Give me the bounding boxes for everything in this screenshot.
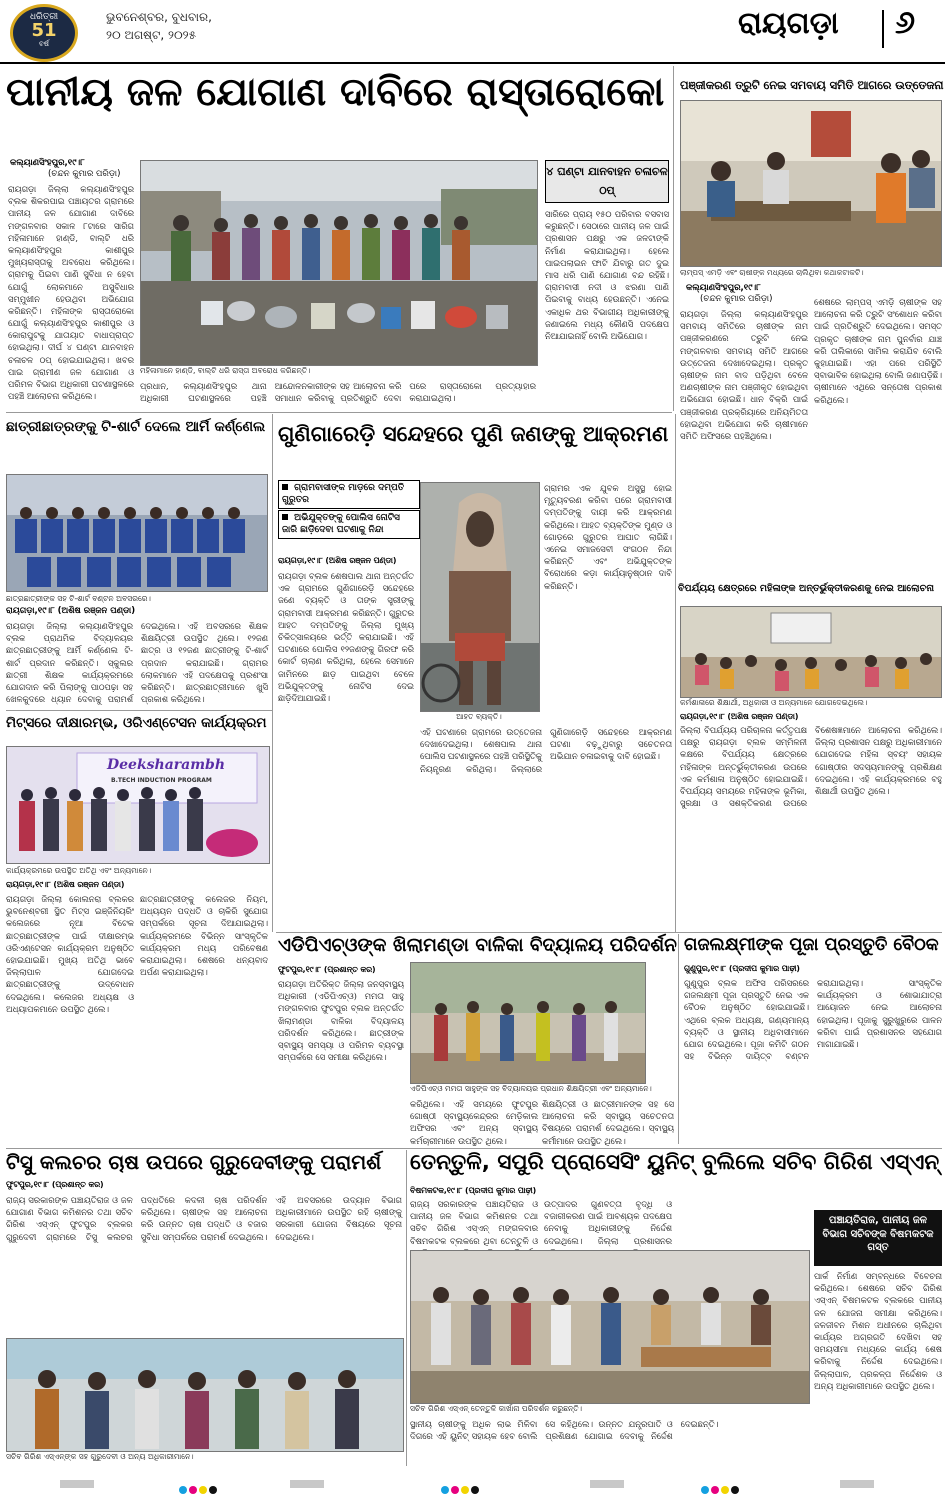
cyan-dot-icon (441, 1486, 449, 1494)
panchayat-photo-caption: ଲାମ୍ପସ୍ ଏମଡ଼ି ଏବଂ ଚାଷୀଙ୍କ ମଧ୍ୟରେ ଚାଲିଥିବା କଥାକଟାକଟି। (680, 268, 864, 277)
witchcraft-body-2: ଗ୍ରାମର ଏକ ଯୁବକ ଅସୁସ୍ଥ ହୋଇ ମୃତ୍ୟୁବରଣ କରିବା ପରେ ଗ୍ରାମବାସୀ ଦମ୍ପତିଙ୍କୁ ଦାୟୀ କରି ଆକ୍ରମଣ କରିଥିଲେ। ଆହତ ବ୍ୟକ୍ତିଙ୍କ ମୁଣ୍ଡ ଓ ଗୋଡ଼ରେ ଗୁରୁତର ଆଘାତ ଲାଗିଛି। ଏନେଇ ସମାଜସେବୀ ସଂଗଠନ ନିନ୍ଦା କରିଛନ୍ତି ଏବଂ ଅଭିଯୁକ୍ତଙ୍କ ବିରୋଧରେ କଡ଼ା କାର୍ଯ୍ୟାନୁଷ୍ଠାନ ଦାବି କରିଛନ୍ତି। (544, 483, 672, 591)
water-body-3: ସାରିରେ ପ୍ରାୟ ୧୫୦ ପରିବାର ବସବାସ କରୁଛନ୍ତି। ସେଠାରେ ପାନୀୟ ଜଳ ପାଇଁ ପ୍ରଶାସନ ପକ୍ଷରୁ ଏକ ଜଳଟାଙ୍କି ନିର୍ମାଣ କରାଯାଇଥିଲା। ହେଲେ ପାଇପଲାଇନ ଫାଟି ଯିବାରୁ ଗତ ଦୁଇ ମାସ ଧରି ପାଣି ଯୋଗାଣ ବନ୍ଦ ରହିଛି। ଗ୍ରାମବାସୀ ନଦୀ ଓ ଝରଣା ପାଣି ପିଇବାକୁ ବାଧ୍ୟ ହେଉଛନ୍ତି। ଏନେଇ ଏକାଧିକ ଥର ବିଭାଗୀୟ ଅଧିକାରୀଙ୍କୁ ଜଣାଇଲେ ମଧ୍ୟ କୌଣସି ପଦକ୍ଷେପ ନିଆଯାଇନାହିଁ ବୋଲି ଅଭିଯୋଗ। (545, 209, 669, 341)
mits-body: ରାୟଗଡ଼ା ଜିଲ୍ଲା କୋଲନରା ବ୍ଲକର ଭୁବନେଶ୍ବରୀ ସ୍ଥିତ ମିଟ୍‌ସ ଇଞ୍ଜିନିୟରିଂ କଲେଜରେ ନୂଆ ବିଟେକ ଛାତ୍ରଛାତ୍ରୀଙ୍କ ପାଇଁ ଦୀକ୍ଷାରମ୍ଭ ଓରିଏଣ୍ଟେସନ କାର୍ଯ୍ୟକ୍ରମ ଅନୁଷ୍ଠିତ ହୋଇଯାଇଛି। ମୁଖ୍ୟ ଅତିଥି ଭାବେ ଜିଲ୍ଲାପାଳ ଯୋଗଦେଇ ଛାତ୍ରଛାତ୍ରୀଙ୍କୁ ଉଦ୍ବୋଧନ ଦେଇଥିଲେ। କଲେଜର ଅଧ୍ୟକ୍ଷ ଓ ଅଧ୍ୟାପକମାନେ ଉପସ୍ଥିତ ଥିଲେ। (6, 894, 134, 1014)
tshirt-body-text: ରାୟଗଡ଼ା ଜିଲ୍ଲା କଲ୍ୟାଣସିଂହପୁର ବ୍ଲକ ପ୍ରାଥମିକ ବିଦ୍ୟାଳୟର ଛାତ୍ରଛାତ୍ରୀଙ୍କୁ ଆର୍ମି କର୍ଣ୍ଣେଲ ଟି-ଶାର୍ଟ ପ୍ରଦାନ କରିଛନ୍ତି। ସ୍କୁଲର ଛାତ୍ରୀ ଶିକ୍ଷକ କାର୍ଯ୍ୟକ୍ରମରେ ଯୋଗଦାନ କରି ପିଲାଙ୍କୁ ପାଠପଢ଼ା ସହ ଖେଳକୁଦରେ ଧ୍ୟାନ ଦେବାକୁ ପରାମର୍ଶ ଦେଇଥିଲେ। ଏହି ଅବସରରେ ଶିକ୍ଷକ ଶିକ୍ଷୟିତ୍ରୀ ଉପସ୍ଥିତ ଥିଲେ। ୧୨ଜଣ ଛାତ୍ର ଓ ୧୨ଜଣ ଛାତ୍ରୀଙ୍କୁ ଟି-ଶାର୍ଟ ପ୍ରଦାନ କରାଯାଇଛି। ଗ୍ରାମର ଲୋକମାନେ ଏହି ପଦକ୍ଷେପକୁ ପ୍ରଶଂସା କରିଛନ୍ତି। ଛାତ୍ରଛାତ୍ରୀମାନେ ଖୁସି ପ୍ରକାଶ କରିଥିଲେ। (6, 621, 268, 705)
school-visit-image (411, 963, 645, 1083)
women-dateline: ରାୟଗଡ଼ା,୧୯।୮ (ଅଶିଷ ରଞ୍ଜନ ପଣ୍ଡା) (680, 712, 799, 721)
witchcraft-bullet-2 (278, 510, 420, 539)
masthead (0, 0, 945, 62)
tamarind-body-1: ରାଜ୍ୟ ସରକାରଙ୍କ ପଞ୍ଚାୟତିରାଜ ଓ ପାନୀୟ ଜଳ ବିଭାଗ କମିଶନର ତଥା ସଚିବ ଗିରିଶ ଏସ୍‌ଏନ୍ ମଙ୍ଗଳବାର ବିଷମକଟକ ବ୍ଲକରେ ଥିବା ତେନ୍ତୁଳି ଓ (410, 1199, 538, 1246)
dateline-line2: ୨୦ ଅଗଷ୍ଟ, ୨୦୨୫ (106, 28, 197, 42)
women-workshop-photo (680, 606, 942, 698)
water-sidebox-title (545, 160, 669, 203)
mits-banner-title: Deeksharambh (107, 757, 226, 773)
officials-group-image (7, 1339, 403, 1451)
logo-sub: ବର୍ଷ (39, 40, 49, 48)
witchcraft-body-3-text: ଏହି ଘଟଣାରେ ଗ୍ରାମରେ ଉତ୍ତେଜନା ଦେଖାଦେଇଥିଲା। ଶେଷପାଲ ଥାନା ପୋଲିସ ଘଟଣାସ୍ଥଳରେ ପହଞ୍ଚି ପରିସ୍ଥିତିକୁ ନିୟନ୍ତ୍ରଣ କରିଥିଲା। ଜିଲ୍ଲାରେ ଗୁଣିଗାରେଡ଼ି ସନ୍ଦେହରେ ଆକ୍ରମଣ ଘଟଣା ବଢ଼ୁଥିବାରୁ ସଚେତନତା ଅଭିଯାନ ଚଳାଇବାକୁ ଦାବି ହୋଇଛି। (420, 727, 672, 774)
women-headline: ବିପର୍ଯ୍ୟୟ କ୍ଷେତ୍ରରେ ମହିଳାଙ୍କ ଅନ୍ତର୍ଭୁକ୍ତୀକରଣକୁ ନେଇ ଆଲୋଚନା (678, 583, 935, 594)
witchcraft-bullet-2-text: ଅଭିଯୁକ୍ତଙ୍କୁ ପୋଲିସ ନୋଟିସ ଜାରି ଛାଡ଼ିଦେବା ଘଟଣାକୁ ନିନ୍ଦା (282, 513, 400, 535)
gajalaxmi-headline: ଗଜଲକ୍ଷ୍ମୀଙ୍କ ପୂଜା ପ୍ରସ୍ତୁତି ବୈଠକ (684, 935, 939, 955)
water-dateline: କଲ୍ୟାଣସିଂହପୁର,୧୯।୮ (10, 158, 85, 168)
women-body-text: ଜିଲ୍ଲା ବିପର୍ଯ୍ୟୟ ପରିଚାଳନା କର୍ତ୍ତୃପକ୍ଷ ପକ୍ଷରୁ ରାୟଗଡ଼ା ବ୍ଲକ ସମ୍ମିଳନୀ କକ୍ଷରେ ବିପର୍ଯ୍ୟୟ କ୍ଷେତ୍ରରେ ମହିଳାଙ୍କ ଅନ୍ତର୍ଭୁକ୍ତୀକରଣ ଉପରେ ଏକ କର୍ମଶାଳା ଅନୁଷ୍ଠିତ ହୋଇଯାଇଛି। ବିପର୍ଯ୍ୟୟ ସମୟରେ ମହିଳାଙ୍କ ଭୂମିକା, ସୁରକ୍ଷା ଓ ସଶକ୍ତିକରଣ ଉପରେ ବିଶେଷଜ୍ଞମାନେ ଆଲୋଚନା କରିଥିଲେ। ଜିଲ୍ଲା ପ୍ରଶାସନ ପକ୍ଷରୁ ଅଧିକାରୀମାନେ ଯୋଗଦେଇ ମହିଳା ସ୍ବୟଂ ସହାୟକ ଗୋଷ୍ଠୀର ସଦସ୍ୟମାନଙ୍କୁ ପ୍ରଶିକ୍ଷଣ ଦେଇଥିଲେ। ଏହି କାର୍ଯ୍ୟକ୍ରମରେ ବହୁ ଶିକ୍ଷାର୍ଥୀ ଉପସ୍ଥିତ ଥିଲେ। (680, 725, 942, 809)
newspaper-logo-emblem (10, 4, 78, 62)
gajalaxmi-body-text: ଗୁଣୁପୁର ବ୍ଲକ ଅଫିସ ପରିସରରେ ଗଜଲକ୍ଷ୍ମୀ ପୂଜା ପ୍ରସ୍ତୁତି ନେଇ ଏକ ବୈଠକ ଅନୁଷ୍ଠିତ ହୋଇଯାଇଛି। ଏଥିରେ ବ୍ଲକ ଅଧ୍ୟକ୍ଷ, ଗଣ୍ୟମାନ୍ୟ ବ୍ୟକ୍ତି ଓ ସ୍ଥାନୀୟ ଅଧିବାସୀମାନେ ଯୋଗ ଦେଇଥିଲେ। ପୂଜା କମିଟି ଗଠନ ସହ ବିଭିନ୍ନ ଦାୟିତ୍ବ ବଣ୍ଟନ କରାଯାଇଥିଲା। ସାଂସ୍କୃତିକ କାର୍ଯ୍ୟକ୍ରମ ଓ ଶୋଭାଯାତ୍ରା ଆୟୋଜନ ନେଇ ଆଲୋଚନା ହୋଇଥିଲା। ପୂଜାକୁ ସୁରୁଖୁରୁରେ ପାଳନ କରିବା ପାଇଁ ପ୍ରଶାସନର ସହଯୋଗ ମାଗାଯାଇଛି। (684, 978, 942, 1062)
row-rule-1 (6, 412, 672, 413)
witchcraft-body-1: ରାୟଗଡ଼ା ବ୍ଲକ ଶେଷପାଲ ଥାନା ଅନ୍ତର୍ଗତ ଏକ ଗ୍ରାମରେ ଗୁଣିଗାରେଡ଼ି ସନ୍ଦେହରେ ଜଣେ ବ୍ୟକ୍ତି ଓ ତାଙ୍କ ସ୍ତ୍ରୀଙ୍କୁ ଗ୍ରାମବାସୀ ଆକ୍ରମଣ କରିଛନ୍ତି। ଗୁରୁତର ଆହତ ଦମ୍ପତିଙ୍କୁ ଜିଲ୍ଲା ମୁଖ୍ୟ ଚିକିତ୍ସାଳୟରେ ଭର୍ତ୍ତି କରାଯାଇଛି। ଏହି ଘଟଣାରେ ପୋଲିସ ୧୨ଜଣଙ୍କୁ ଗିରଫ କରି କୋର୍ଟ ଚାଲାଣ କରିଥିଲା, ହେଲେ ସେମାନେ ଜାମିନରେ ଛାଡ଼ ପାଇଥିବା ବେଳେ ଅଭିଯୁକ୍ତଙ୍କୁ ନୋଟିସ ଦେଇ ଛାଡ଼ିଦିଆଯାଇଛି। (278, 571, 414, 703)
water-byline: (ଚନ୍ଦନ କୁମାର ପରିଡ଼ା) (48, 169, 121, 179)
panchayat-byline: (ଚନ୍ଦନ କୁମାର ପରିଡ଼ା) (700, 294, 773, 304)
witchcraft-bullet-1-text: ଗ୍ରାମବାସୀଙ୍କ ମାଡ଼ରେ ଦମ୍ପତି ଗୁରୁତର (282, 483, 405, 505)
adpo-school-photo (410, 962, 646, 1084)
water-headline: ପାନୀୟ ଜଳ ଯୋଗାଣ ଦାବିରେ ରାସ୍ତାରୋକୋ (6, 69, 665, 115)
women-body (680, 724, 942, 934)
panchayat-body-1: ରାୟଗଡ଼ା ଜିଲ୍ଲା କଲ୍ୟାଣସିଂହପୁର ସମବାୟ ସମିତିରେ ଚାଷୀଙ୍କ ନାମ ପଞ୍ଜୀକରଣରେ ତ୍ରୁଟି ନେଇ ମଙ୍ଗଳବାର ସମବାୟ ସମିତି ଆଗରେ ଉତ୍ତେଜନା ଦେଖାଦେଇଥିଲା। ପ୍ରକୃତ ଚାଷୀଙ୍କ ନାମ ବାଦ ପଡ଼ିଥିବା ବେଳେ ଅଣଚାଷୀଙ୍କ ନାମ ପଞ୍ଜୀକୃତ ହୋଇଥିବା ଅଭିଯୋଗ ହୋଇଛି। ଧାନ ବିକ୍ରି ପାଇଁ ପଞ୍ଜୀକରଣ ପ୍ରକ୍ରିୟାରେ ଅନିୟମିତତା ହୋଇଥିବା ଅଭିଯୋଗ କରି ଚାଷୀମାନେ ସମିତି ଅଫିସରେ ପହଞ୍ଚିଥିଲେ। (680, 309, 808, 441)
magenta-dot-icon (189, 1486, 197, 1494)
gajalaxmi-dateline: ଗୁଣୁପୁର,୧୯।୮ (ପ୍ରଦୀପ କୁମାର ପାଢ଼ୀ) (684, 964, 800, 973)
registration-bar (840, 1480, 874, 1488)
print-registration-strip (0, 1470, 945, 1497)
tamarind-headline: ତେନ୍ତୁଳି, ସପୁରି ପ୍ରୋସେସିଂ ୟୁନିଟ୍ ବୁଲିଲେ ସଚିବ ଗିରିଶ ଏସ୍‌ଏନ୍ (410, 1150, 940, 1175)
injured-photo-caption: ଆହତ ବ୍ୟକ୍ତି। (456, 712, 502, 721)
row-rule-4 (6, 1148, 942, 1149)
students-tshirt-image (7, 475, 267, 591)
mits-dateline: ରାୟଗଡ଼ା,୧୯।୮ (ଅଶିଷ ରଞ୍ଜନ ପଣ୍ଡା) (6, 880, 125, 889)
mits-photo-caption: କାର୍ଯ୍ୟକ୍ରମରେ ଉପସ୍ଥିତ ଅତିଥି ଏବଂ ଅନ୍ୟମାନେ। (6, 866, 152, 875)
witchcraft-dateline: ରାୟଗଡ଼ା,୧୯।୮ (ଅଶିଷ ରଞ୍ଜନ ପଣ୍ଡା) (278, 556, 397, 565)
section-name: ରାୟଗଡ଼ା (738, 6, 839, 41)
color-dots-1 (178, 1479, 218, 1498)
tshirt-photo-caption: ଛାତ୍ରଛାତ୍ରୀଙ୍କ ସହ ଟି-ଶାର୍ଟ ବଣ୍ଟନ ଅବସରରେ। (6, 594, 151, 603)
factory-visit-image (411, 1251, 809, 1403)
tamarind-body-3-text: ସ୍ଥାନୀୟ ଚାଷୀଙ୍କୁ ଅଧିକ ଲାଭ ମିଳିବା ଦିଗରେ ଏହି ୟୁନିଟ୍ ସହାୟକ ହେବ ବୋଲି ସେ କହିଥିଲେ। ଉନ୍ନତ ଯନ୍ତ୍ରପାତି ଓ ପ୍ରଶିକ୍ଷଣ ଯୋଗାଇ ଦେବାକୁ ନିର୍ଦ୍ଦେଶ ଦେଇଛନ୍ତି। (410, 1419, 719, 1442)
water-protest-photo (140, 160, 538, 366)
yellow-dot-icon (461, 1486, 469, 1494)
witchcraft-headline: ଗୁଣିଗାରେଡ଼ି ସନ୍ଦେହରେ ପୁଣି ଜଣଙ୍କୁ ଆକ୍ରମଣ (278, 422, 669, 447)
mits-body-2: ଛାତ୍ରଛାତ୍ରୀଙ୍କୁ କଲେଜର ନିୟମ, ଅଧ୍ୟୟନ ପଦ୍ଧତି ଓ ଚାକିରି ସୁଯୋଗ ସମ୍ପର୍କରେ ସୂଚନା ଦିଆଯାଇଥିଲା। କାର୍ଯ୍ୟକ୍ରମରେ ବିଭିନ୍ନ ସାଂସ୍କୃତିକ କାର୍ଯ୍ୟକ୍ରମ ମଧ୍ୟ ପରିବେଷଣ କରାଯାଇଥିଲା। ଶେଷରେ ଧନ୍ୟବାଦ ଅର୍ପଣ କରାଯାଇଥିଲା। (140, 894, 268, 978)
col-rule-right-top (673, 66, 674, 411)
injured-man-image (421, 483, 539, 711)
black-dot-icon (731, 1486, 739, 1494)
tissue-headline: ଟିସୁ କଲଚର ଚାଷ ଉପରେ ଗୁରୁଦେବୀଙ୍କୁ ପରାମର୍ଶ (6, 1150, 382, 1174)
logo-number: 51 (31, 20, 57, 41)
registration-bar (60, 1480, 94, 1488)
yellow-dot-icon (199, 1486, 207, 1494)
masthead-rule (0, 62, 945, 64)
tshirt-body (6, 620, 268, 706)
color-dots-2 (440, 1479, 480, 1498)
adpo-headline: ଏଡିପିଏଚ୍‌ଓଙ୍କ ଖିଲାମଣ୍ଡା ବାଳିକା ବିଦ୍ୟାଳୟ ପରିଦର୍ଶନ (278, 935, 677, 956)
panchayat-headline: ପଞ୍ଜୀକରଣ ତ୍ରୁଟି ନେଇ ସମବାୟ ସମିତି ଆଗରେ ଉତ୍ତେଜନା (680, 79, 944, 92)
col-rule-gajalaxmi (678, 934, 679, 1144)
tamarind-body-2: ଉତ୍ପାଦର ଗୁଣବତ୍ତା ବୃଦ୍ଧି ଓ ବଜାରୀକରଣ ପାଇଁ ଆବଶ୍ୟକ ପଦକ୍ଷେପ ନେବାକୁ ଅଧିକାରୀଙ୍କୁ ନିର୍ଦ୍ଦେଶ ଦେଇଥିଲେ। ଜିଲ୍ଲା ପ୍ରଶାସନର (544, 1199, 672, 1246)
tamarind-sidebox-title: ପଞ୍ଚାୟତିରାଜ, ପାନୀୟ ଜଳ ବିଭାଗ ସଚିବଙ୍କ ବିଷମକଟକ ଗସ୍ତ (822, 1215, 934, 1253)
page-number: ୬ (895, 3, 916, 41)
registration-bar (290, 1480, 324, 1488)
water-body-1: ରାୟଗଡ଼ା ଜିଲ୍ଲା କଲ୍ୟାଣସିଂହପୁର ବ୍ଲକ ଶିକରପାଇ ପଞ୍ଚାୟତର ଗ୍ରାମରେ ପାନୀୟ ଜଳ ଯୋଗାଣ ଦାବିରେ ମଙ୍ଗଳବାର ସକାଳ ୮ଟାରେ ସାରିଗ ମହିଳାମାନେ ହାଣ୍ଡି, ବାଲ୍‌ଟି ଧରି କଲ୍ୟାଣସିଂହପୁର କାଶୀପୁର ମୁଖ୍ୟରାସ୍ତାକୁ ଅବରୋଧ କରିଥିଲେ। ଗ୍ରାମକୁ ପିଇବା ପାଣି ସୁବିଧା ନ ହେବା ଯୋଗୁଁ ଲୋକମାନେ ଅସୁବିଧାର ସମ୍ମୁଖୀନ ହେଉଥିବା ଅଭିଯୋଗ କରିଛନ୍ତି। ମହିଳାଙ୍କ ରାସ୍ତାରୋକୋ ଯୋଗୁଁ କଲ୍ୟାଣସିଂହପୁର କାଶୀପୁର ଓ କୋରାପୁଟକୁ ଯାତାୟାତ ବାଧାପ୍ରାପ୍ତ ହୋଇଥିଲା। ଦୀର୍ଘ ୪ ଘଣ୍ଟା ଯାନବାହନ ଚଳାଚଳ ଠପ୍ ହୋଇଯାଇଥିଲା। ଖବର ପାଇ ଗ୍ରାମୀଣ ଜଳ ଯୋଗାଣ ଓ ପରିମଳ ବିଭାଗ ଅଧିକାରୀ ଘଟଣାସ୍ଥଳରେ ପହଞ୍ଚି ଆଲୋଚନା କରିଥିଲେ। (8, 184, 134, 402)
tamarind-factory-photo (410, 1250, 810, 1404)
mits-banner-sub: B.TECH INDUCTION PROGRAM (111, 777, 212, 784)
tissue-photo-caption: ସଚିବ ଗିରିଶ ଏସ୍‌ଏନ୍‌ଙ୍କ ସହ ଗୁରୁଦେବୀ ଓ ଅନ୍ୟ ଅଧିକାରୀମାନେ। (6, 1452, 194, 1461)
tamarind-body-3 (410, 1418, 808, 1468)
injured-man-photo (420, 482, 540, 712)
tamarind-photo-caption: ସଚିବ ଗିରିଶ ଏସ୍‌ଏନ୍ ତେନ୍ତୁଳି କାର୍ଖାନା ପରିଦର୍ଶନ କରୁଛନ୍ତି। (410, 1404, 583, 1413)
tshirt-photo (6, 474, 268, 592)
tshirt-dateline: ରାୟଗଡ଼ା,୧୯।୮ (ଅଶିଷ ରଞ୍ଜନ ପଣ୍ଡା) (6, 606, 136, 616)
tissue-body (6, 1194, 402, 1334)
water-photo-caption: ମହିଳାମାନେ ହାଣ୍ଡି, ବାଲ୍‌ଟି ଧରି ରାସ୍ତା ଅବରୋଧ କରିଛନ୍ତି। (140, 366, 311, 375)
witchcraft-body-3 (420, 726, 672, 926)
col-rule-mid (272, 414, 273, 932)
bullet-square-icon (282, 514, 288, 520)
color-dots-3 (700, 1479, 740, 1498)
tshirt-headline: ଛାତ୍ରୀଛାତ୍ରଙ୍କୁ ଟି-ଶାର୍ଟ ଦେଲେ ଆର୍ମି କର୍ଣ୍ଣେଲ (6, 419, 266, 435)
water-body-2b-text: ପ୍ରଧାନ, କଲ୍ୟାଣସିଂହପୁର ଥାନା ଅଧିକାରୀ ଘଟଣାସ୍ଥଳରେ ପହଞ୍ଚି ଆନ୍ଦୋଳନକାରୀଙ୍କ ସହ ଆଲୋଚନା କରି ସମାଧାନ କରିବାକୁ ପ୍ରତିଶ୍ରୁତି ଦେବା ପରେ ରାସ୍ତାରୋକୋ ପ୍ରତ୍ୟାହାର କରାଯାଇଥିଲା। (140, 381, 536, 404)
panchayat-body-2: ଶେଷରେ ଲାମ୍ପସ୍ ଏମଡ଼ି ଚାଷୀଙ୍କ ସହ ଆଲୋଚନା କରି ତ୍ରୁଟି ସଂଶୋଧନ କରିବା ପାଇଁ ପ୍ରତିଶ୍ରୁତି ଦେଇଥିଲେ। ସମସ୍ତ ପ୍ରକୃତ ଚାଷୀଙ୍କ ନାମ ପୁନର୍ବାର ଯାଞ୍ଚ କରି ତାଲିକାରେ ସାମିଲ କରାଯିବ ବୋଲି କୁହାଯାଇଛି। ଏହା ପରେ ପରିସ୍ଥିତି ସ୍ବାଭାବିକ ହୋଇଥିଲା ବୋଲି ଜଣାପଡ଼ିଛି। ଚାଷୀମାନେ ଏଥିରେ ସନ୍ତୋଷ ପ୍ରକାଶ କରିଥିଲେ। (814, 297, 942, 405)
tamarind-dateline: ବିଷମକଟକ,୧୯।୮ (ପ୍ରଦୀପ କୁମାର ପାଢ଼ୀ) (410, 1186, 537, 1195)
workshop-image (681, 607, 941, 697)
panchayat-dateline: କଲ୍ୟାଣସିଂହପୁର,୧୯।୮ (686, 283, 761, 293)
cyan-dot-icon (179, 1486, 187, 1494)
col-rule-right-mid (675, 414, 676, 932)
panchayat-office-photo (680, 100, 942, 267)
magenta-dot-icon (711, 1486, 719, 1494)
tamarind-sidebox (814, 1210, 942, 1266)
section-divider (882, 10, 884, 48)
black-dot-icon (209, 1486, 217, 1494)
tissue-dateline: ଫୁଟପୁର,୧୯।୮ (ପ୍ରଶାନ୍ତ କର) (6, 1180, 104, 1189)
magenta-dot-icon (451, 1486, 459, 1494)
adpo-body-2: ଶିକ୍ଷୟିତ୍ରୀ ଓ ଛାତ୍ରୀମାନଙ୍କ ସହ ସେ ଆଲୋଚନା କରି ସ୍ବାସ୍ଥ୍ୟ ସଚେତନତା ବିଷୟରେ ପରାମର୍ଶ ଦେଇଥିଲେ। ସ୍ବାସ୍ଥ୍ୟ କର୍ମୀମାନେ ଉପସ୍ଥିତ ଥିଲେ। (542, 1099, 674, 1146)
row-rule-2 (6, 710, 272, 711)
tamarind-sidebox-body: ପାର୍କ ନିର୍ମାଣ ସମ୍ବନ୍ଧରେ ବିବେଚନା କରିଥିଲେ। ଶେଷରେ ସଚିବ ଗିରିଶ ଏସ୍‌ଏନ୍ ବିଷମକଟକ ବ୍ଲକରେ ପାନୀୟ ଜଳ ଯୋଜନା ସମୀକ୍ଷା କରିଥିଲେ। ଜଳଜୀବନ ମିଶନ ଅଧୀନରେ ଚାଲିଥିବା କାର୍ଯ୍ୟର ଅଗ୍ରଗତି ଦେଖିବା ସହ ସମୟସୀମା ମଧ୍ୟରେ କାର୍ଯ୍ୟ ଶେଷ କରିବାକୁ ନିର୍ଦ୍ଦେଶ ଦେଇଥିଲେ। ଜିଲ୍ଲାପାଳ, ପ୍ରକଳ୍ପ ନିର୍ଦ୍ଦେଶକ ଓ ଅନ୍ୟ ଅଧିକାରୀମାନେ ଉପସ୍ଥିତ ଥିଲେ। (814, 1271, 942, 1391)
adpo-body-3: କରିଥିଲେ। ଏହି ସମୟରେ ଫୁଟପୁର ଗୋଷ୍ଠୀ ସ୍ବାସ୍ଥ୍ୟକେନ୍ଦ୍ରର ମେଡ଼ିକାଲ ଅଫିସର ଏବଂ ଅନ୍ୟ ସ୍ବାସ୍ଥ୍ୟ କର୍ମଚାରୀମାନେ ଉପସ୍ଥିତ ଥିଲେ। (410, 1099, 538, 1146)
mits-event-photo (6, 746, 270, 864)
bullet-square-icon (282, 484, 288, 490)
black-dot-icon (471, 1486, 479, 1494)
dateline-line1: ଭୁବନେଶ୍ବର, ବୁଧବାର, (106, 10, 212, 24)
col-rule-bottom (406, 1150, 407, 1466)
adpo-dateline: ଫୁଟପୁର,୧୯।୮ (ପ୍ରଶାନ୍ତ କର) (278, 965, 376, 974)
mits-headline: ମିଟ୍‌ସରେ ଦୀକ୍ଷାରମ୍ଭ, ଓରିଏଣ୍ଟେସନ କାର୍ଯ୍ୟକ୍ରମ (6, 715, 267, 731)
registration-bar (590, 1480, 624, 1488)
gajalaxmi-body (684, 977, 942, 1143)
office-meeting-image (681, 101, 941, 266)
tissue-body-text: ରାଜ୍ୟ ସରକାରଙ୍କ ପଞ୍ଚାୟତିରାଜ ଓ ଜଳ ଯୋଗାଣ ବିଭାଗ କମିଶନର ତଥା ସଚିବ ଗିରିଶ ଏସ୍‌ଏନ୍ ଫୁଟପୁର ବ୍ଲକର ଗୁରୁଦେବୀ ଗ୍ରାମରେ ଟିସୁ କଲଚର ପଦ୍ଧତିରେ କଦଳୀ ଚାଷ ପରିଦର୍ଶନ କରିଥିଲେ। ଚାଷୀଙ୍କ ସହ ଆଲୋଚନା କରି ଉନ୍ନତ ଚାଷ ପଦ୍ଧତି ଓ ବଜାର ସୁବିଧା ସମ୍ପର୍କରେ ପରାମର୍ଶ ଦେଇଥିଲେ। ଏହି ଅବସରରେ ଉଦ୍ୟାନ ବିଭାଗ ଅଧିକାରୀମାନେ ଉପସ୍ଥିତ ରହି ଚାଷୀଙ୍କୁ ସରକାରୀ ଯୋଜନା ବିଷୟରେ ସୂଚନା ଦେଇଥିଲେ। (6, 1195, 402, 1242)
cyan-dot-icon (701, 1486, 709, 1494)
adpo-photo-caption: ଏଡିପିଏଚ୍‌ଓ ମମତା ସାହୁଙ୍କ ସହ ବିଦ୍ୟାଳୟର ପ୍ରଧାନ ଶିକ୍ଷୟିତ୍ରୀ ଏବଂ ଅନ୍ୟମାନେ। (410, 1084, 652, 1093)
logo-word: ଧରିତ୍ରୀ (29, 12, 59, 22)
yellow-dot-icon (721, 1486, 729, 1494)
witchcraft-bullet-1 (278, 480, 420, 509)
row-rule-3 (276, 932, 942, 933)
water-sidebox-title-text: ୪ ଘଣ୍ଟା ଯାନବାହନ ଚଳାଚଳ ଠପ୍ (546, 165, 668, 197)
water-body-2b (140, 380, 536, 410)
protest-scene-image (141, 161, 537, 365)
women-photo-caption: କର୍ମଶାଳାରେ ଶିକ୍ଷାର୍ଥୀ, ଅଧିକାରୀ ଓ ଅନ୍ୟମାନେ ଯୋଗଦେଇଥିଲେ। (680, 698, 868, 707)
adpo-body-1: ରାୟଗଡ଼ା ଅତିରିକ୍ତ ଜିଲ୍ଲା ଜନସ୍ବାସ୍ଥ୍ୟ ଅଧିକାରୀ (ଏଡିପିଏଚ୍‌ଓ) ମମତା ସାହୁ ମଙ୍ଗଳବାର ଫୁଟପୁର ବ୍ଲକ ଅନ୍ତର୍ଗତ ଖିଲାମଣ୍ଡା ବାଳିକା ବିଦ୍ୟାଳୟ ପରିଦର୍ଶନ କରିଥିଲେ। ଛାତ୍ରୀଙ୍କ ସ୍ବାସ୍ଥ୍ୟ ସମସ୍ୟା ଓ ପରିମଳ ବ୍ୟବସ୍ଥା ସମ୍ପର୍କରେ ସେ ସମୀକ୍ଷା କରିଥିଲେ। (278, 979, 404, 1063)
tissue-photo (6, 1338, 404, 1452)
